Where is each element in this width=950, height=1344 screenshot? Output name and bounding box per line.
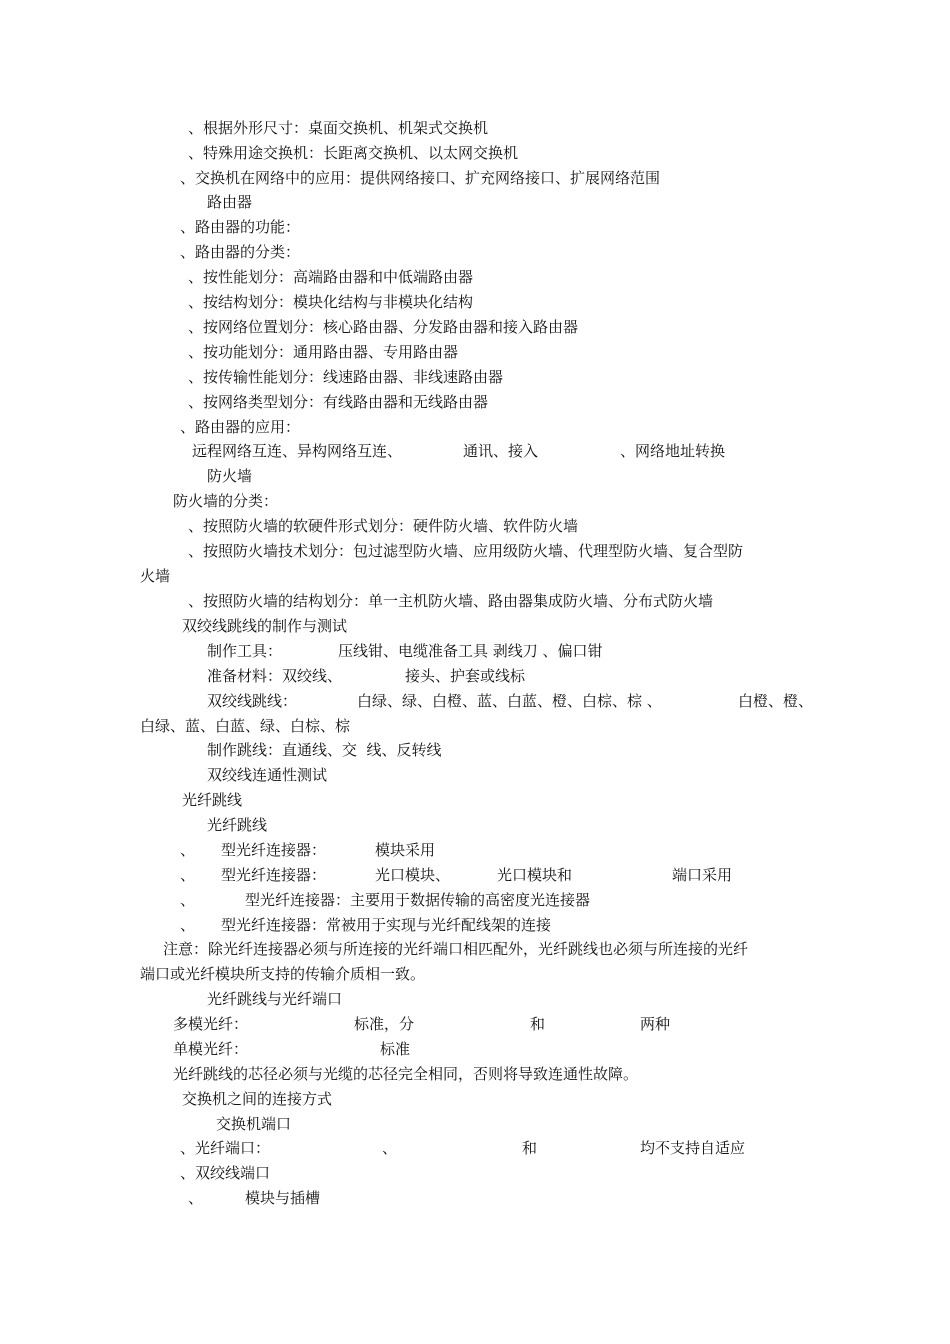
text-line: 、按结构划分：模块化结构与非模块化结构 <box>188 293 474 311</box>
text-line <box>0 1187 950 1209</box>
section-heading: 路由器 <box>207 193 253 211</box>
text-segment: 准备材料：双绞线、 <box>207 667 343 685</box>
section-heading: 光纤跳线与光纤端口 <box>207 990 343 1008</box>
section-heading: 交换机端口 <box>216 1115 292 1133</box>
text-segment: 和 <box>522 1139 538 1157</box>
text-segment: 、 <box>180 866 196 884</box>
text-line: 火墙 <box>140 567 171 585</box>
text-line: 双绞线连通性测试 <box>207 766 328 784</box>
text-segment: 型光纤连接器：主要用于数据传输的高密度光连接器 <box>245 891 591 909</box>
text-segment: 、 <box>180 841 196 859</box>
text-line <box>0 640 950 662</box>
text-segment: 、 <box>188 1189 204 1207</box>
section-heading: 防火墙 <box>207 467 253 485</box>
text-line: 、按传输性能划分：线速路由器、非线速路由器 <box>188 368 504 386</box>
text-segment: 光口模块和 <box>497 866 573 884</box>
text-line <box>0 1137 950 1159</box>
text-line: 白绿、蓝、白蓝、绿、白棕、棕 <box>140 717 351 735</box>
text-line <box>0 839 950 861</box>
text-segment: 、 <box>382 1139 398 1157</box>
text-segment: 制作工具： <box>207 642 283 660</box>
text-line: 光纤跳线的芯径必须与光缆的芯径完全相同，否则将导致连通性故障。 <box>173 1065 639 1083</box>
text-line: 制作跳线：直通线、交 线、反转线 <box>207 741 442 759</box>
text-segment: 两种 <box>640 1015 671 1033</box>
text-line <box>0 690 950 712</box>
text-segment: 、 <box>180 891 196 909</box>
section-heading: 光纤跳线 <box>182 791 243 809</box>
text-line: 、路由器的功能： <box>180 218 301 236</box>
text-line: 、按照防火墙的软硬件形式划分：硬件防火墙、软件防火墙 <box>188 517 579 535</box>
text-segment: 型光纤连接器：常被用于实现与光纤配线架的连接 <box>221 916 552 934</box>
text-segment: 标准 <box>380 1040 411 1058</box>
text-line: 、双绞线端口 <box>180 1164 271 1182</box>
section-heading: 双绞线跳线的制作与测试 <box>182 617 348 635</box>
section-heading: 光纤跳线 <box>207 816 268 834</box>
text-line: 、按性能划分：高端路由器和中低端路由器 <box>188 268 474 286</box>
text-segment: 光口模块、 <box>375 866 451 884</box>
text-line: 、特殊用途交换机：长距离交换机、以太网交换机 <box>188 144 519 162</box>
text-segment: 模块与插槽 <box>245 1189 321 1207</box>
text-line <box>0 665 950 687</box>
text-line: 、按照防火墙技术划分：包过滤型防火墙、应用级防火墙、代理型防火墙、复合型防 <box>188 542 744 560</box>
note-text: 注意：除光纤连接器必须与所连接的光纤端口相匹配外，光纤跳线也必须与所连接的光纤 <box>163 940 749 958</box>
text-line: 、按照防火墙的结构划分：单一主机防火墙、路由器集成防火墙、分布式防火墙 <box>188 592 714 610</box>
text-line: 、路由器的分类： <box>180 243 301 261</box>
text-segment: 型光纤连接器： <box>221 866 327 884</box>
text-line <box>0 864 950 886</box>
text-line <box>0 1013 950 1035</box>
text-segment: 端口采用 <box>672 866 733 884</box>
section-heading: 交换机之间的连接方式 <box>182 1090 333 1108</box>
text-line <box>0 889 950 911</box>
text-line: 、按网络位置划分：核心路由器、分发路由器和接入路由器 <box>188 318 579 336</box>
text-segment: 压线钳、电缆准备工具 剥线刀 、偏口钳 <box>338 642 603 660</box>
text-line <box>0 1038 950 1060</box>
text-segment: 单模光纤： <box>173 1040 249 1058</box>
note-text: 端口或光纤模块所支持的传输介质相一致。 <box>140 965 426 983</box>
text-segment: 、网络地址转换 <box>620 442 726 460</box>
text-line <box>0 914 950 936</box>
text-segment: 接头、护套或线标 <box>405 667 526 685</box>
text-segment: 型光纤连接器： <box>221 841 327 859</box>
text-segment: 、 <box>180 916 196 934</box>
text-line: 、按功能划分：通用路由器、专用路由器 <box>188 343 459 361</box>
text-segment: 白绿、绿、白橙、蓝、白蓝、橙、白棕、棕 、 <box>357 692 662 710</box>
text-segment: 均不支持自适应 <box>640 1139 746 1157</box>
text-segment: 、光纤端口： <box>180 1139 271 1157</box>
text-segment: 和 <box>530 1015 546 1033</box>
text-line: 、根据外形尺寸：桌面交换机、机架式交换机 <box>188 119 489 137</box>
text-segment: 多模光纤： <box>173 1015 249 1033</box>
text-segment: 通讯、接入 <box>463 442 539 460</box>
text-line <box>0 440 950 462</box>
text-line: 、按网络类型划分：有线路由器和无线路由器 <box>188 393 489 411</box>
text-segment: 模块采用 <box>375 841 436 859</box>
text-line: 防火墙的分类： <box>173 492 279 510</box>
text-line: 、交换机在网络中的应用：提供网络接口、扩充网络接口、扩展网络范围 <box>180 169 661 187</box>
text-segment: 远程网络互连、异构网络互连、 <box>192 442 403 460</box>
text-line: 、路由器的应用： <box>180 418 301 436</box>
text-segment: 白橙、橙、 <box>738 692 814 710</box>
text-segment: 标准，分 <box>354 1015 415 1033</box>
text-segment: 双绞线跳线： <box>207 692 298 710</box>
